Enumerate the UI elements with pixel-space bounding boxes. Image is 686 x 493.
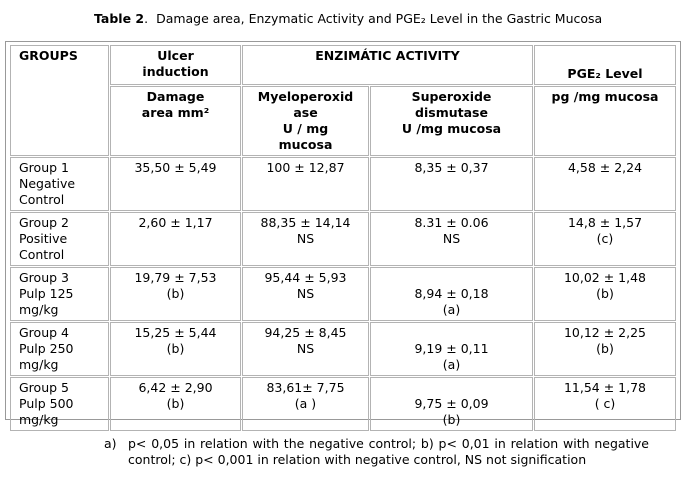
cell-group-line: Group 2 [19,215,69,230]
cell-group-line: mg/kg [19,412,59,427]
cell-pge2-line: ( c) [594,396,616,411]
header-myeloperoxidase: Myeloperoxid ase U / mg mucosa [242,86,369,156]
cell-superoxide-dismutase [370,157,533,211]
table-row [10,212,676,266]
cell-superoxide-dismutase-line: 9,19 ± 0,11 [414,341,489,356]
cell-damage-area [110,322,241,376]
cell-group-line: Group 4 [19,325,69,340]
header-pge2-unit: pg /mg mucosa [534,86,676,156]
cell-myeloperoxidase-line: 100 ± 12,87 [266,160,345,175]
header-row-2 [10,86,676,156]
cell-superoxide-dismutase [370,267,533,321]
cell-damage-area-line: 15,25 ± 5,44 [134,325,217,340]
cell-superoxide-dismutase [370,377,533,431]
cell-superoxide-dismutase-line: (a) [442,357,461,372]
cell-superoxide-dismutase-line: 9,75 ± 0,09 [414,396,489,411]
cell-superoxide-dismutase-line: 8,94 ± 0,18 [414,286,489,301]
cell-superoxide-dismutase-line: (a) [442,302,461,317]
cell-superoxide-dismutase [370,322,533,376]
cell-group-line: Pulp 250 [19,341,74,356]
cell-group [10,267,109,321]
cell-damage-area-line: (b) [166,286,185,301]
cell-myeloperoxidase [242,212,369,266]
cell-superoxide-dismutase-line: (b) [442,412,461,427]
cell-group-line: Pulp 500 [19,396,74,411]
cell-pge2-line: (b) [596,286,614,301]
cell-damage-area [110,377,241,431]
header-damage-area: Damage area mm² [110,86,241,156]
cell-superoxide-dismutase-line: NS [442,231,461,246]
cell-myeloperoxidase-line: 94,25 ± 8,45 [264,325,347,340]
table-row [10,322,676,376]
cell-myeloperoxidase-line: 95,44 ± 5,93 [264,270,347,285]
cell-myeloperoxidase [242,322,369,376]
cell-damage-area-line: 19,79 ± 7,53 [134,270,217,285]
cell-myeloperoxidase-line: 83,61± 7,75 [266,380,345,395]
caption-label: Table 2 [94,11,145,26]
footnote [104,436,649,468]
cell-myeloperoxidase [242,157,369,211]
cell-group-line: Pulp 125 [19,286,74,301]
cell-pge2-line: 10,12 ± 2,25 [563,325,647,340]
cell-pge2-line: 14,8 ± 1,57 [567,215,643,230]
cell-damage-area-line: 2,60 ± 1,17 [138,215,213,230]
header-row-1 [10,45,676,85]
cell-group-line: Negative [19,176,76,191]
cell-group [10,157,109,211]
footnote-text: p< 0,05 in relation with the negative control; b) p< 0,01 in relation with negative control; c) p< 0,001 in relation with negative control, NS not signification [128,436,649,467]
cell-pge2-line: 4,58 ± 2,24 [567,160,643,175]
cell-group-line: Positive [19,231,68,246]
cell-pge2 [534,157,676,211]
cell-myeloperoxidase-line: NS [296,341,315,356]
table-row [10,377,676,431]
caption-text: Damage area, Enzymatic Activity and PGE₂ Level in the Gastric Mucosa [156,11,603,26]
cell-group-line: Group 5 [19,380,69,395]
header-groups: GROUPS [10,45,109,156]
cell-pge2-line: 11,54 ± 1,78 [563,380,647,395]
table-row [10,267,676,321]
cell-pge2-line: (b) [596,341,614,356]
header-enzymatic-activity: ENZIMÁTIC ACTIVITY [242,45,533,85]
table-caption [94,11,602,26]
cell-pge2-line: (c) [596,231,614,246]
cell-damage-area [110,212,241,266]
cell-group-line: Group 3 [19,270,69,285]
cell-pge2 [534,322,676,376]
table-frame [5,41,681,427]
results-table [9,44,677,432]
cell-group [10,212,109,266]
cell-group-line: mg/kg [19,357,59,372]
cell-myeloperoxidase-line: 88,35 ± 14,14 [260,215,351,230]
header-ulcer-induction: Ulcer induction [110,45,241,85]
cell-group-line: Control [19,192,65,207]
cell-group [10,322,109,376]
cell-group-line: Control [19,247,65,262]
cell-myeloperoxidase-line: NS [296,231,315,246]
cell-damage-area-line: (b) [166,341,185,356]
caption-separator: . [144,11,149,26]
cell-superoxide-dismutase-line: 8.31 ± 0.06 [414,215,489,230]
cell-damage-area [110,157,241,211]
cell-group [10,377,109,431]
cell-pge2 [534,267,676,321]
cell-damage-area [110,267,241,321]
header-superoxide-dismutase: Superoxide dismutase U /mg mucosa [370,86,533,156]
cell-pge2 [534,212,676,266]
cell-myeloperoxidase-line: (a ) [294,396,317,411]
cell-superoxide-dismutase-line: 8,35 ± 0,37 [414,160,489,175]
cell-pge2-line: 10,02 ± 1,48 [563,270,647,285]
cell-damage-area-line: 6,42 ± 2,90 [138,380,213,395]
header-pge2-level: PGE₂ Level [534,45,676,85]
cell-myeloperoxidase-line: NS [296,286,315,301]
footnote-marker: a) [104,436,117,451]
cell-myeloperoxidase [242,377,369,431]
cell-damage-area-line: (b) [166,396,185,411]
table-row [10,157,676,211]
cell-superoxide-dismutase [370,212,533,266]
cell-myeloperoxidase [242,267,369,321]
cell-group-line: Group 1 [19,160,69,175]
cell-pge2 [534,377,676,431]
cell-group-line: mg/kg [19,302,59,317]
cell-damage-area-line: 35,50 ± 5,49 [134,160,217,175]
